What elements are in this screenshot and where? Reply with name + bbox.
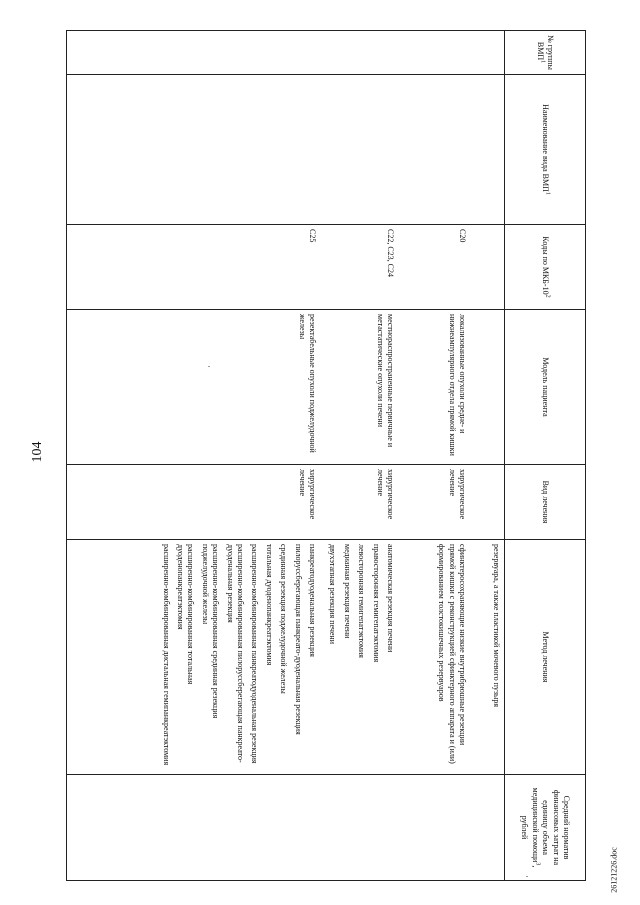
type-block: хирургическое лечение xyxy=(447,469,467,520)
header-group-number-text: № группы ВМП xyxy=(536,35,556,70)
header-patient-model-text: Модель пациента xyxy=(541,357,551,417)
cell-treatment-type xyxy=(67,465,505,540)
method-line: расширенно-комбинированная пилоруссберегающая панкреато-дуоденальная резекция xyxy=(225,544,246,763)
method-line: расширенно-комбинированная тотальная дуоденопанкреатэктомия xyxy=(176,544,196,685)
method-line: расширенно-комбинированная дистальная гемипанкреатэктомия xyxy=(161,544,171,766)
code-block: C22, C23, C24 xyxy=(386,229,395,278)
header-vmp-name-text: Наименование вида ВМП xyxy=(541,104,551,192)
method-line: панкреатодуоденальная резекция xyxy=(308,544,317,657)
vmp-table xyxy=(66,30,586,881)
cell-vmp-name xyxy=(67,75,505,225)
cell-icd-codes xyxy=(67,225,505,310)
method-line: сфинктеросохраняющие низкие внутрибрюшные резекции прямой кишки с реконструкцией сфинктерного аппарата и (или) формированием толстокишечных резервуаров xyxy=(437,544,467,764)
table-body-row xyxy=(67,31,505,881)
model-block xyxy=(467,314,501,460)
code-block: C25 xyxy=(308,229,317,243)
method-line: расширенно-комбинированная панкреатодуоденальная резекция xyxy=(250,544,260,764)
method-line: пилоруссберегающая панкреато-дуоденальная резекция xyxy=(293,544,303,735)
document-id: 26121226.doc xyxy=(609,847,619,893)
cell-average-cost xyxy=(67,775,505,881)
model-block: местнораспространенные первичные и метастатические опухоли печени xyxy=(375,314,395,448)
code-block: C20 xyxy=(458,229,467,243)
method-line: правосторонняя гемигепатэктомия xyxy=(371,544,381,663)
model-block: локализованные опухоли средне- и нижнеампулярного отдела прямой кишки xyxy=(447,314,467,456)
header-vmp-name xyxy=(505,75,586,225)
rotated-table-container xyxy=(66,30,586,880)
type-block xyxy=(467,469,501,535)
header-average-cost-text: Средний норматив финансовых затрат на единицу объема медицинской помощи xyxy=(530,787,571,866)
header-row xyxy=(505,31,586,881)
header-treatment-method-text: Метод лечения xyxy=(541,631,551,683)
model-block: резектабельные опухоли поджелудочной железы xyxy=(297,314,317,453)
method-line: расширенно-комбинированная срединная резекция поджелудочной железы xyxy=(200,544,221,719)
method-line: медианная резекция печени xyxy=(342,544,352,639)
footnote-mark: 3 xyxy=(534,862,541,866)
header-treatment-type xyxy=(505,465,586,540)
method-block xyxy=(317,544,395,770)
page-number: 104 xyxy=(30,441,45,463)
footnote-mark: 1 xyxy=(544,191,551,195)
footnote-mark: 1 xyxy=(539,60,546,64)
header-average-cost-suffix: , рублей xyxy=(520,815,540,868)
method-line: срединная резекция поджелудочной железы xyxy=(279,544,289,694)
method-block xyxy=(467,544,501,770)
header-group-number xyxy=(505,31,586,75)
footnote-mark: 2 xyxy=(544,294,551,298)
method-block xyxy=(395,544,467,770)
method-block xyxy=(160,544,317,770)
method-line: резервуара, а также пластикой мочевого пузыря xyxy=(492,544,501,708)
method-line: тотальная дуоденопанкреатэктомия xyxy=(264,544,274,666)
cell-treatment-method xyxy=(67,540,505,775)
code-block xyxy=(467,229,501,305)
header-icd-codes-text: Коды по МКБ-10 xyxy=(541,236,551,295)
method-line: левосторонняя гемигепатэктомия xyxy=(357,544,367,658)
type-block: хирургическое лечение xyxy=(375,469,395,520)
header-average-cost xyxy=(505,775,586,881)
cell-group-number xyxy=(67,31,505,75)
header-treatment-type-text: Вид лечения xyxy=(541,480,551,524)
cell-patient-model xyxy=(67,310,505,465)
method-line: двухэтапная резекция печени xyxy=(328,544,338,644)
method-line: анатомическая резекция печени xyxy=(386,544,395,653)
header-treatment-method xyxy=(505,540,586,775)
header-icd-codes xyxy=(505,225,586,310)
type-block: хирургическое лечение xyxy=(297,469,317,520)
header-patient-model xyxy=(505,310,586,465)
